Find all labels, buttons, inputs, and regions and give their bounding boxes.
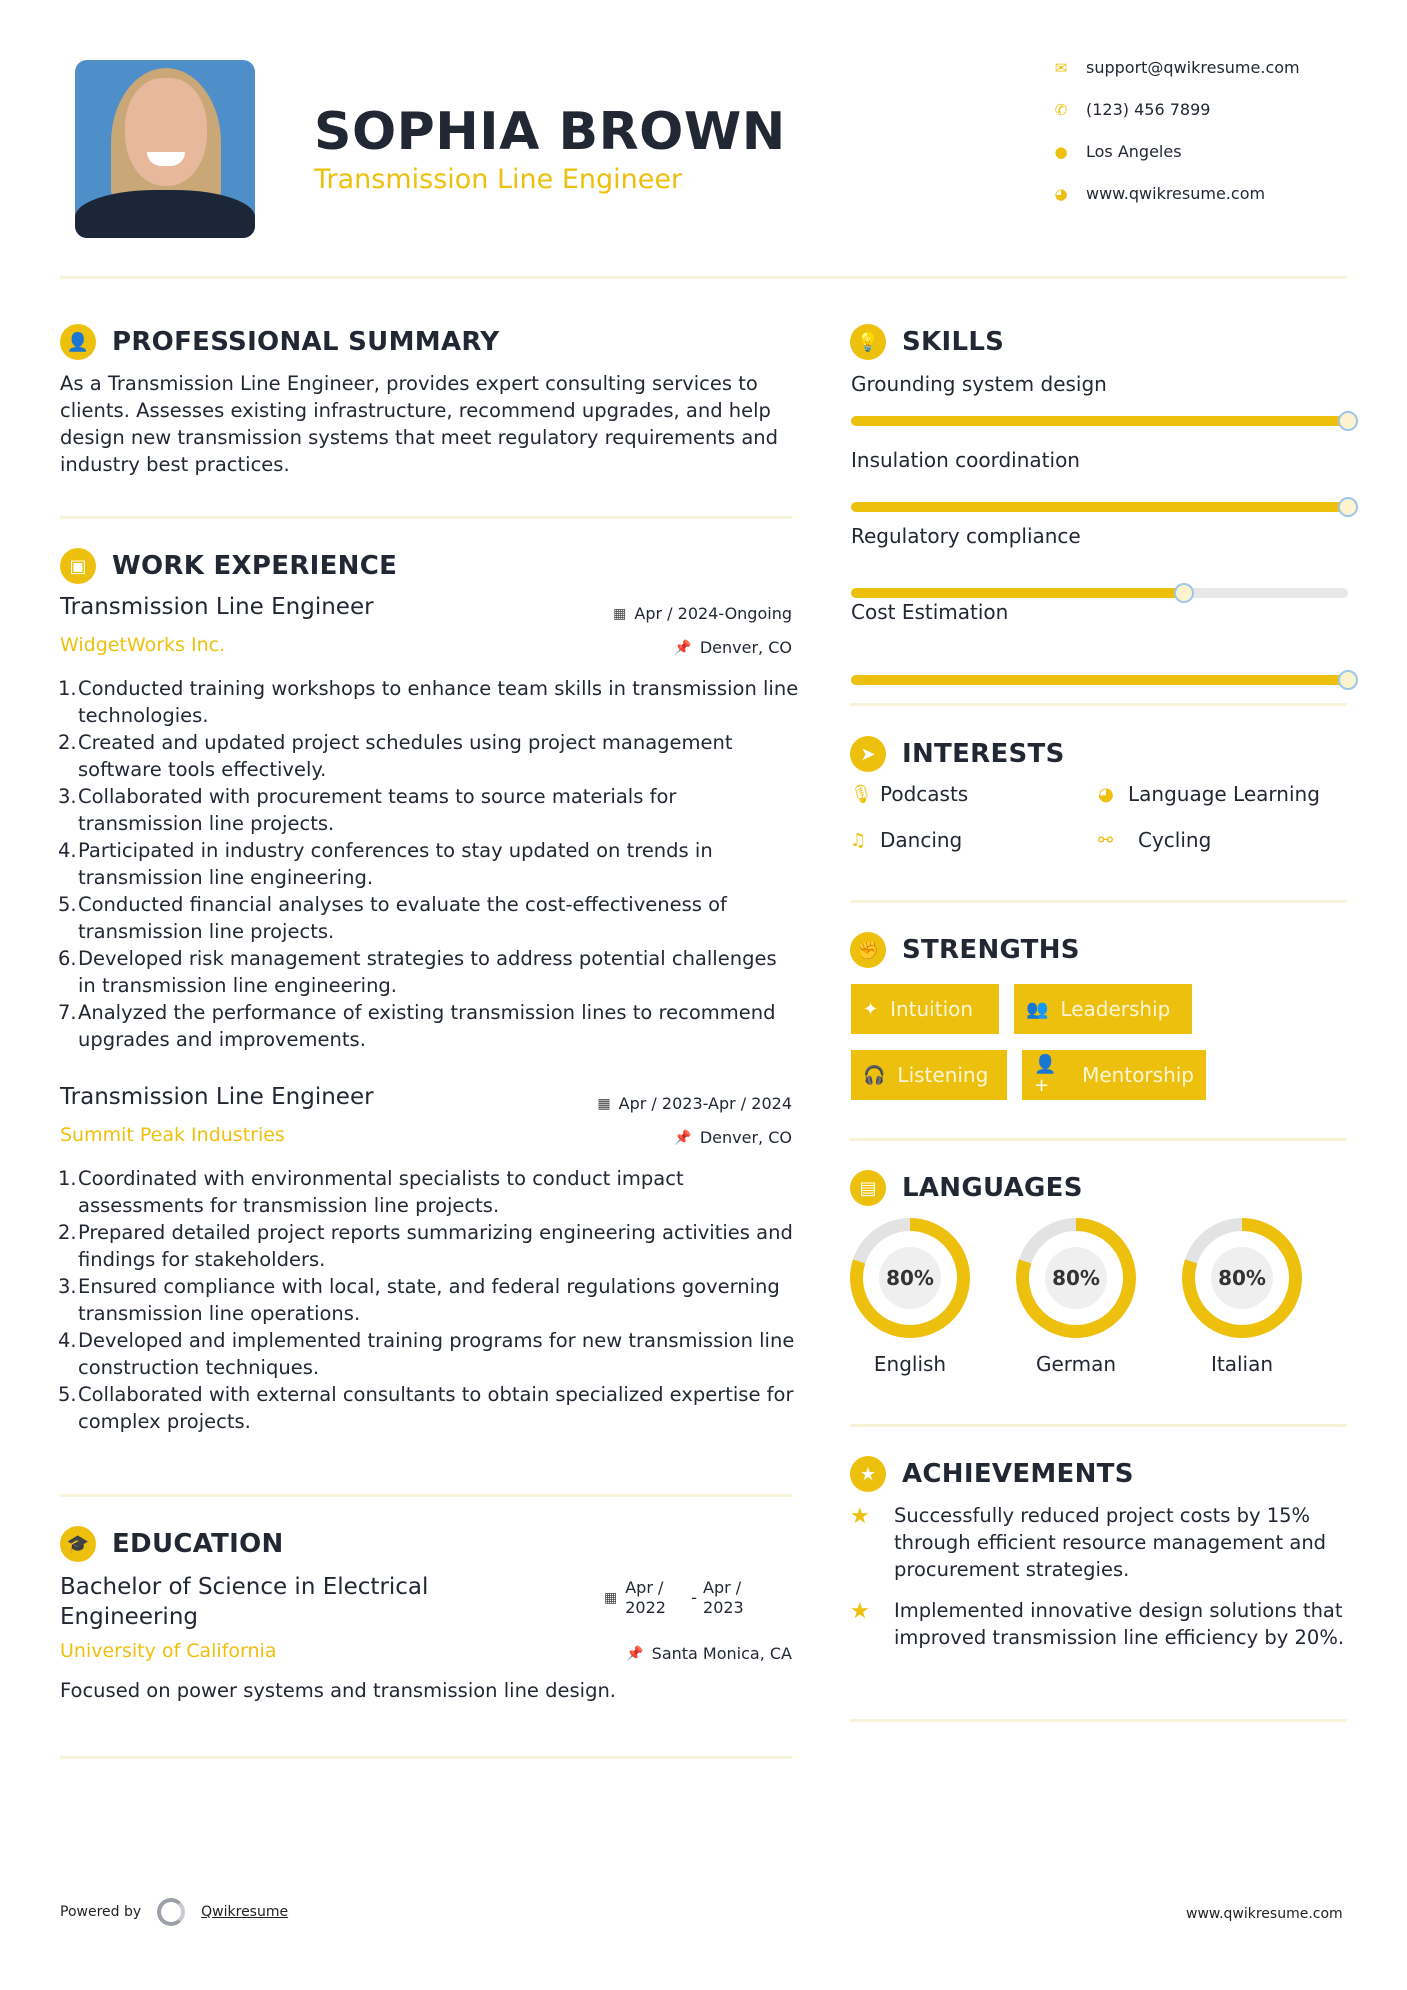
bullet-item: 5. Conducted financial analyses to evaluate the cost-effectiveness of transmission line projects. [58, 893, 727, 943]
paper-plane-icon: ➤ [850, 736, 886, 772]
language-percent: 80% [1211, 1247, 1273, 1309]
pushpin-icon: 📌 [674, 639, 692, 656]
skill-bar-thumb [1338, 670, 1358, 690]
education-divider [60, 1756, 792, 1759]
strength-tag [1022, 1050, 1206, 1100]
skill-bar-thumb [1338, 411, 1358, 431]
interest-item [1098, 828, 1211, 852]
language-donut [1016, 1218, 1136, 1338]
strength-label: Intuition [890, 997, 974, 1021]
job-company: WidgetWorks Inc. [60, 634, 226, 656]
interest-label: Dancing [880, 828, 963, 852]
skills-divider [850, 703, 1347, 706]
contact-email-text: support@qwikresume.com [1086, 58, 1300, 77]
skill-bar [851, 675, 1348, 685]
language-donut [850, 1218, 970, 1338]
education-degree: Bachelor of Science in Electrical Engineering [60, 1574, 429, 1630]
bullet-item: 4. Participated in industry conferences to stay updated on trends in transmission line engineering. [58, 839, 713, 889]
qwikresume-logo-icon [157, 1898, 185, 1926]
language-item [1182, 1218, 1302, 1376]
job-role: Transmission Line Engineer [60, 1084, 374, 1110]
bullet-item: 5. Collaborated with external consultants to obtain specialized expertise for complex projects. [58, 1383, 794, 1433]
magic-wand-icon: ✦ [863, 998, 879, 1020]
date-separator: - [691, 1588, 698, 1607]
skill-label: Insulation coordination [851, 448, 1080, 472]
map-marker-icon: ● [1054, 142, 1068, 161]
experience-section-header [60, 548, 397, 584]
education-section-header [60, 1526, 284, 1562]
education-description: Focused on power systems and transmission line design. [60, 1679, 617, 1702]
education-location [480, 1644, 792, 1663]
contact-location [1050, 142, 1370, 161]
user-plus-icon: 👤+ [1034, 1054, 1057, 1096]
bullet-item: 1. Coordinated with environmental specialists to conduct impact assessments for transmission line projects. [58, 1167, 684, 1217]
skill-bar [851, 588, 1348, 598]
headphones-icon: 🎧 [863, 1064, 886, 1086]
interests-section-header [850, 736, 1065, 772]
achievement-item [850, 1502, 1350, 1583]
strength-label: Mentorship [1082, 1063, 1194, 1087]
interest-label: Cycling [1138, 828, 1212, 852]
job-location-text: Denver, CO [699, 638, 792, 657]
chair-icon: ▣ [60, 548, 96, 584]
language-item [1016, 1218, 1136, 1376]
interests-divider [850, 900, 1347, 903]
footer-powered-by [60, 1898, 288, 1926]
achievement-text: Successfully reduced project costs by 15% through efficient resource management and procurement strategies. [894, 1504, 1327, 1581]
language-donut [1182, 1218, 1302, 1338]
bicycle-icon: ⚯ [1098, 829, 1114, 851]
education-dates [604, 1578, 753, 1618]
interest-item [850, 828, 962, 852]
strength-tag [851, 984, 999, 1034]
bullet-item: 6. Developed risk management strategies to address potential challenges in transmission line engineering. [58, 947, 777, 997]
bullet-item: 2. Created and updated project schedules using project management software tools effectively. [58, 731, 733, 781]
skills-heading: SKILLS [902, 327, 1005, 357]
language-percent: 80% [1045, 1247, 1107, 1309]
language-label: English [873, 1352, 947, 1376]
shooting-star-icon: ★ [850, 1504, 870, 1529]
education-school: University of California [60, 1640, 277, 1662]
strength-tag [1014, 984, 1192, 1034]
bullet-item: 2. Prepared detailed project reports summarizing engineering activities and findings for stakeholders. [58, 1221, 793, 1271]
language-label: Italian [1210, 1352, 1274, 1376]
strengths-section-header [850, 932, 1080, 968]
education-start: Apr / 2022 [625, 1578, 666, 1617]
skills-section-header [850, 324, 1004, 360]
qwikresume-link[interactable]: Qwikresume [201, 1904, 289, 1920]
contact-website-text: www.qwikresume.com [1086, 184, 1266, 203]
achievement-text: Implemented innovative design solutions that improved transmission line efficiency by 20%. [894, 1599, 1345, 1649]
bullet-item: 3. Ensured compliance with local, state, and federal regulations governing transmission line operations. [58, 1275, 780, 1325]
language-percent: 80% [879, 1247, 941, 1309]
skill-label: Cost Estimation [851, 600, 1009, 624]
fist-icon: ✊ [850, 932, 886, 968]
skill-bar-thumb [1338, 497, 1358, 517]
bullet-item: 7. Analyzed the performance of existing transmission lines to recommend upgrades and improvements. [58, 1001, 776, 1051]
experience-heading: WORK EXPERIENCE [112, 551, 398, 581]
job-dates-text: Apr / 2023-Apr / 2024 [618, 1094, 792, 1113]
footer-url[interactable]: www.qwikresume.com [1186, 1906, 1343, 1922]
achievements-heading: ACHIEVEMENTS [902, 1459, 1134, 1489]
skill-label: Grounding system design [851, 372, 1107, 396]
job-dates [480, 604, 792, 623]
contact-phone[interactable] [1050, 100, 1370, 119]
powered-by-text: Powered by [60, 1904, 142, 1920]
experience-divider [60, 1494, 792, 1497]
candidate-title: Transmission Line Engineer [314, 164, 683, 195]
contact-phone-text: (123) 456 7899 [1086, 100, 1211, 119]
profile-photo [75, 60, 255, 238]
summary-text: As a Transmission Line Engineer, provides expert consulting services to clients. Assesses existing infrastructure, recommend upgrades, and help design new transmission systems that meet regulatory requirements and industry best practices. [60, 372, 779, 476]
job-dates [480, 1094, 792, 1113]
achievement-item [850, 1597, 1350, 1651]
bullet-item: 1. Conducted training workshops to enhance team skills in transmission line technologies. [58, 677, 799, 727]
job-location [480, 638, 792, 657]
calendar-icon: ▦ [613, 605, 627, 622]
skill-label: Regulatory compliance [851, 524, 1081, 548]
strengths-heading: STRENGTHS [902, 935, 1080, 965]
user-icon: 👤 [60, 324, 96, 360]
achievements-divider [850, 1719, 1347, 1722]
bullet-item: 4. Developed and implemented training programs for new transmission line construction techniques. [58, 1329, 795, 1379]
shooting-star-icon: ★ [850, 1599, 870, 1624]
strength-tag [851, 1050, 1007, 1100]
header-divider [60, 276, 1347, 279]
contact-website[interactable] [1050, 184, 1370, 203]
strength-label: Listening [897, 1063, 989, 1087]
bullet-item: 3. Collaborated with procurement teams to source materials for transmission line projects. [58, 785, 677, 835]
strength-label: Leadership [1060, 997, 1171, 1021]
job-bullets [60, 1165, 800, 1435]
languages-heading: LANGUAGES [902, 1173, 1083, 1203]
star-badge-icon: ★ [850, 1456, 886, 1492]
education-location-text: Santa Monica, CA [651, 1644, 792, 1663]
music-icon: ♫ [850, 829, 867, 851]
languages-divider [850, 1424, 1347, 1427]
globe-icon: ◕ [1054, 184, 1068, 203]
interest-label: Language Learning [1128, 782, 1320, 806]
language-item [850, 1218, 970, 1376]
users-icon: 👥 [1026, 998, 1049, 1020]
interest-label: Podcasts [880, 782, 969, 806]
skill-bar [851, 416, 1348, 426]
interest-item [850, 782, 968, 806]
pushpin-icon: 📌 [626, 1645, 644, 1662]
summary-divider [60, 516, 792, 519]
language-icon: ▤ [850, 1170, 886, 1206]
envelope-icon: ✉ [1054, 58, 1068, 77]
microphone-icon: 🎙 [850, 783, 873, 805]
job-company: Summit Peak Industries [60, 1124, 285, 1146]
calendar-icon: ▦ [597, 1095, 611, 1112]
interest-item [1098, 782, 1320, 806]
languages-section-header [850, 1170, 1083, 1206]
summary-heading: PROFESSIONAL SUMMARY [112, 327, 500, 357]
skill-bar [851, 502, 1348, 512]
job-role: Transmission Line Engineer [60, 594, 374, 620]
education-end: Apr / 2023 [703, 1578, 744, 1617]
language-label: German [1035, 1352, 1117, 1376]
job-bullets [60, 675, 800, 1053]
achievements-section-header [850, 1456, 1134, 1492]
summary-section-header [60, 324, 499, 360]
job-location-text: Denver, CO [699, 1128, 792, 1147]
graduate-icon: 🎓 [60, 1526, 96, 1562]
globe-icon: ◕ [1098, 783, 1114, 805]
education-heading: EDUCATION [112, 1529, 284, 1559]
phone-icon: ✆ [1054, 100, 1068, 119]
contact-location-text: Los Angeles [1086, 142, 1182, 161]
job-dates-text: Apr / 2024-Ongoing [634, 604, 792, 623]
contact-email[interactable] [1050, 58, 1370, 77]
strengths-divider [850, 1138, 1347, 1141]
calendar-icon: ▦ [604, 1590, 618, 1606]
languages-list [850, 1218, 1302, 1376]
candidate-name: SOPHIA BROWN [314, 102, 786, 162]
skill-bar-thumb [1174, 583, 1194, 603]
lightbulb-icon: 💡 [850, 324, 886, 360]
interests-heading: INTERESTS [902, 739, 1065, 769]
pushpin-icon: 📌 [674, 1129, 692, 1146]
job-location [480, 1128, 792, 1147]
